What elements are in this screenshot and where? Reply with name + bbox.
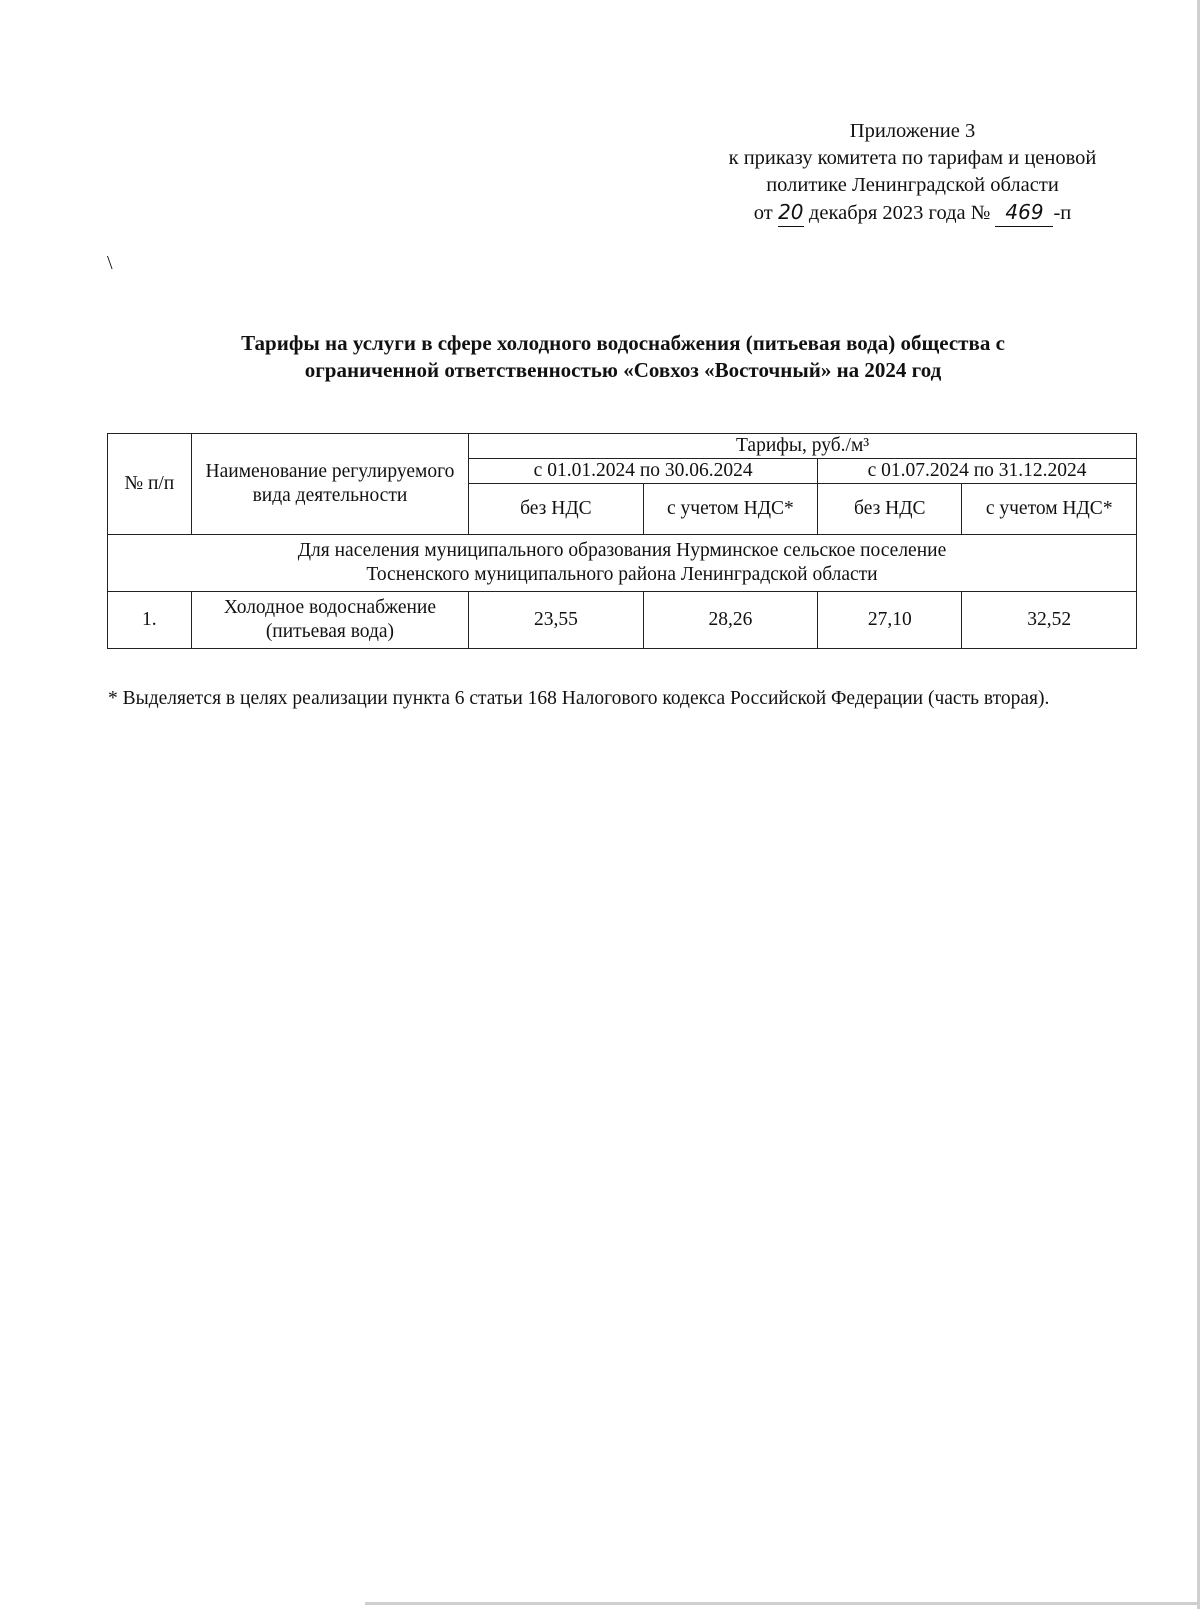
document-title — [108, 330, 1138, 384]
group-line-2: Тосненского муниципального района Ленинградской области — [366, 564, 878, 585]
header-period-2: с 01.07.2024 по 31.12.2024 — [818, 459, 1137, 484]
footnote: * Выделяется в целях реализации пункта 6 статьи 168 Налогового кодекса Российской Федерации (часть вторая). — [108, 688, 1050, 709]
order-line-2: политике Ленинградской области — [766, 174, 1059, 196]
tariffs-table — [107, 433, 1137, 649]
date-prefix: от — [753, 202, 773, 224]
header-activity: Наименование регулируемого вида деятельности — [191, 434, 468, 535]
header-number: № п/п — [108, 434, 192, 535]
row-p2-no-vat: 27,10 — [818, 592, 962, 649]
row-number: 1. — [108, 592, 192, 649]
order-suffix: -п — [1053, 202, 1072, 224]
group-line-1: Для населения муниципального образования Нурминское сельское поселение — [297, 540, 947, 561]
appendix-label: Приложение 3 — [849, 120, 976, 142]
table-header-row-1 — [108, 434, 1137, 459]
order-number-handwritten: 469 — [995, 199, 1053, 227]
title-line-2: ограниченной ответственностью «Совхоз «Восточный» на 2024 год — [304, 358, 942, 382]
date-day-handwritten: 20 — [778, 199, 804, 227]
stray-mark: \ — [107, 252, 113, 274]
table-group-row — [108, 535, 1137, 592]
appendix-header — [690, 118, 1135, 227]
table-row — [108, 592, 1137, 649]
date-rest: декабря 2023 года № — [808, 202, 991, 224]
group-label — [108, 535, 1137, 592]
order-line-1: к приказу комитета по тарифам и ценовой — [728, 147, 1097, 169]
title-line-1: Тарифы на услуги в сфере холодного водоснабжения (питьевая вода) общества с — [241, 331, 1005, 355]
header-p2-with-vat: с учетом НДС* — [962, 484, 1137, 535]
row-p1-with-vat: 28,26 — [643, 592, 818, 649]
header-p1-with-vat: с учетом НДС* — [643, 484, 818, 535]
row-activity: Холодное водоснабжение (питьевая вода) — [191, 592, 468, 649]
scan-edge-bottom — [365, 1602, 1200, 1605]
order-date-line — [690, 199, 1135, 227]
header-p1-no-vat: без НДС — [469, 484, 644, 535]
header-period-1: с 01.01.2024 по 30.06.2024 — [469, 459, 818, 484]
row-p1-no-vat: 23,55 — [469, 592, 644, 649]
header-tariffs: Тарифы, руб./м³ — [469, 434, 1137, 459]
header-p2-no-vat: без НДС — [818, 484, 962, 535]
row-p2-with-vat: 32,52 — [962, 592, 1137, 649]
